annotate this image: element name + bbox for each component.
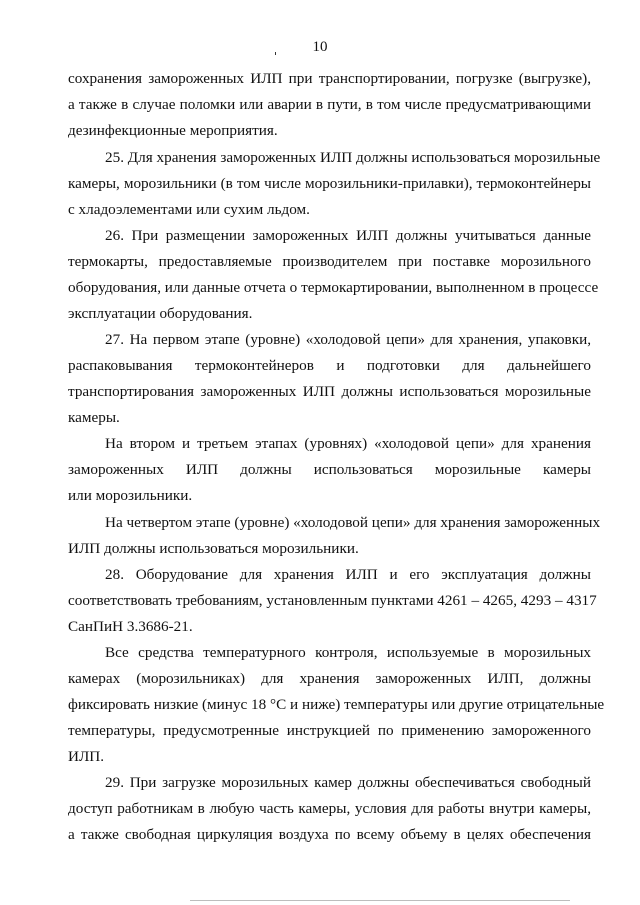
- text-line: ИЛП должны использоваться морозильники.: [68, 540, 359, 557]
- text-line: распаковывания термоконтейнеров и подготовки для дальнейшего: [68, 357, 591, 374]
- text-line: СанПиН 3.3686-21.: [68, 618, 193, 635]
- text-line: фиксировать низкие (минус 18 °С и ниже) температуры или другие отрицательные: [68, 696, 605, 713]
- text-line: 29. При загрузке морозильных камер должны обеспечиваться свободный: [105, 774, 591, 791]
- text-line: термокарты, предоставляемые производителем при поставке морозильного: [68, 253, 591, 270]
- text-line: 27. На первом этапе (уровне) «холодовой цепи» для хранения, упаковки,: [105, 331, 591, 348]
- text-line: На втором и третьем этапах (уровнях) «холодовой цепи» для хранения: [105, 435, 591, 452]
- scan-mark: [275, 52, 276, 55]
- text-line: ИЛП.: [68, 748, 105, 765]
- text-line: камерах (морозильниках) для хранения замороженных ИЛП, должны: [68, 670, 591, 687]
- text-line: доступ работникам в любую часть камеры, условия для работы внутри камеры,: [68, 800, 591, 817]
- text-line: температуры, предусмотренные инструкцией по применению замороженного: [68, 722, 591, 739]
- text-line: оборудования, или данные отчета о термокартировании, выполненном в процессе: [68, 279, 599, 296]
- scan-edge-line: [190, 900, 570, 901]
- text-line: камеры.: [68, 409, 120, 426]
- text-line: соответствовать требованиям, установленным пунктами 4261 – 4265, 4293 – 4317: [68, 592, 597, 609]
- text-line: дезинфекционные мероприятия.: [68, 122, 278, 139]
- text-line: эксплуатации оборудования.: [68, 305, 253, 322]
- text-line: камеры, морозильники (в том числе морозильники-прилавки), термоконтейнеры: [68, 175, 591, 192]
- text-line: сохранения замороженных ИЛП при транспортировании, погрузке (выгрузке),: [68, 70, 591, 87]
- text-line: замороженных ИЛП должны использоваться морозильные камеры: [68, 461, 591, 478]
- text-line: На четвертом этапе (уровне) «холодовой цепи» для хранения замороженных: [105, 514, 601, 531]
- page-number: 10: [312, 39, 328, 55]
- text-line: 26. При размещении замороженных ИЛП должны учитываться данные: [105, 227, 591, 244]
- text-line: 25. Для хранения замороженных ИЛП должны использоваться морозильные: [105, 149, 601, 166]
- text-line: 28. Оборудование для хранения ИЛП и его эксплуатация должны: [105, 566, 591, 583]
- text-line: с хладоэлементами или сухим льдом.: [68, 201, 310, 218]
- text-line: а также свободная циркуляция воздуха по всему объему в целях обеспечения: [68, 826, 591, 843]
- text-line: транспортирования замороженных ИЛП должны использоваться морозильные: [68, 383, 591, 400]
- text-line: Все средства температурного контроля, используемые в морозильных: [105, 644, 591, 661]
- text-line: а также в случае поломки или аварии в пути, в том числе предусматривающими: [68, 96, 591, 113]
- text-line: или морозильники.: [68, 487, 193, 504]
